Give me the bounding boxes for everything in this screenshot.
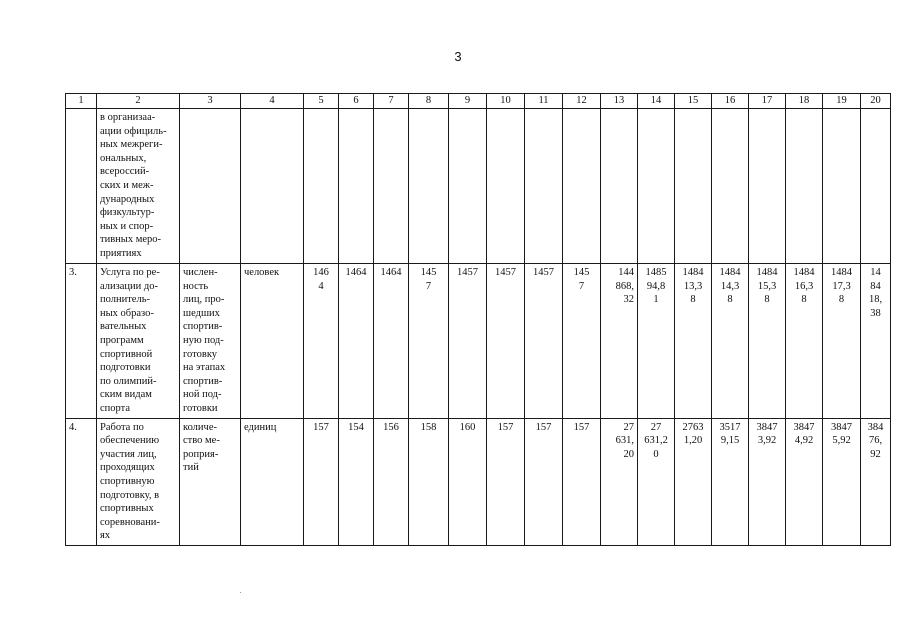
table-cell [339,109,374,264]
scan-speck [240,592,241,593]
indicator-cell: числен- ность лиц, про- шедших спортив- ную под- готовку на этапах спортив- ной под- готовки [180,264,241,419]
table-cell [638,109,675,264]
value-cell: 1457 [487,264,525,419]
value-cell: 1485 94,8 1 [638,264,675,419]
table-cell [304,109,339,264]
data-table [65,93,891,546]
row-number-cell: 4. [66,418,97,545]
column-header: 14 [638,94,675,109]
column-header: 17 [749,94,786,109]
value-cell: 158 [409,418,449,545]
value-cell: 1484 17,3 8 [823,264,861,419]
value-cell: 2763 1,20 [675,418,712,545]
unit-cell: человек [241,264,304,419]
column-header: 12 [563,94,601,109]
column-header: 16 [712,94,749,109]
column-header: 6 [339,94,374,109]
table-cell [823,109,861,264]
table-cell [487,109,525,264]
column-header: 8 [409,94,449,109]
value-cell: 157 [304,418,339,545]
column-number-row [66,94,891,109]
table-cell [180,109,241,264]
table-cell [525,109,563,264]
table-cell [749,109,786,264]
value-cell: 1484 15,3 8 [749,264,786,419]
table-cell [712,109,749,264]
value-cell: 145 7 [563,264,601,419]
value-cell: 157 [525,418,563,545]
continuation-row [66,109,891,264]
value-cell: 3847 3,92 [749,418,786,545]
table-cell [786,109,823,264]
column-header: 20 [861,94,891,109]
table-cell [563,109,601,264]
column-header: 7 [374,94,409,109]
service-name-cell: в организаа- ации официль- ных межреги- ональных, всероссий- ских и меж- дународных физкультур- ных и спор- тивных меро- приятиях [97,109,180,264]
table-row [66,264,891,419]
table-cell [66,109,97,264]
value-cell: 1464 [374,264,409,419]
column-header: 1 [66,94,97,109]
column-header: 13 [601,94,638,109]
value-cell: 146 4 [304,264,339,419]
column-header: 5 [304,94,339,109]
table-cell [241,109,304,264]
column-header: 11 [525,94,563,109]
column-header: 19 [823,94,861,109]
value-cell: 156 [374,418,409,545]
value-cell: 154 [339,418,374,545]
value-cell: 3517 9,15 [712,418,749,545]
value-cell: 145 7 [409,264,449,419]
column-header: 10 [487,94,525,109]
value-cell: 3847 5,92 [823,418,861,545]
table-cell [861,109,891,264]
value-cell: 157 [563,418,601,545]
value-cell: 1484 16,3 8 [786,264,823,419]
value-cell: 160 [449,418,487,545]
page-number: 3 [454,49,462,64]
value-cell: 3847 4,92 [786,418,823,545]
value-cell: 27 631,2 0 [638,418,675,545]
table-cell [675,109,712,264]
row-number-cell: 3. [66,264,97,419]
value-cell: 1464 [339,264,374,419]
column-header: 18 [786,94,823,109]
column-header: 2 [97,94,180,109]
unit-cell: единиц [241,418,304,545]
table-cell [601,109,638,264]
value-cell: 144 868, 32 [601,264,638,419]
column-header: 3 [180,94,241,109]
column-header: 4 [241,94,304,109]
column-header: 9 [449,94,487,109]
value-cell: 1484 13,3 8 [675,264,712,419]
table-cell [409,109,449,264]
value-cell: 14 84 18, 38 [861,264,891,419]
value-cell: 1484 14,3 8 [712,264,749,419]
value-cell: 1457 [525,264,563,419]
table-cell [449,109,487,264]
value-cell: 27 631, 20 [601,418,638,545]
table-cell [374,109,409,264]
table-row [66,418,891,545]
indicator-cell: количе- ство ме- роприя- тий [180,418,241,545]
value-cell: 157 [487,418,525,545]
service-name-cell: Услуга по ре- ализации до- полнитель- ных образо- вательных программ спортивной подготовки по олимпий- ским видам спорта [97,264,180,419]
value-cell: 1457 [449,264,487,419]
value-cell: 384 76, 92 [861,418,891,545]
service-name-cell: Работа по обеспечению участия лиц, проходящих спортивную подготовку, в спортивных соревновани- ях [97,418,180,545]
column-header: 15 [675,94,712,109]
